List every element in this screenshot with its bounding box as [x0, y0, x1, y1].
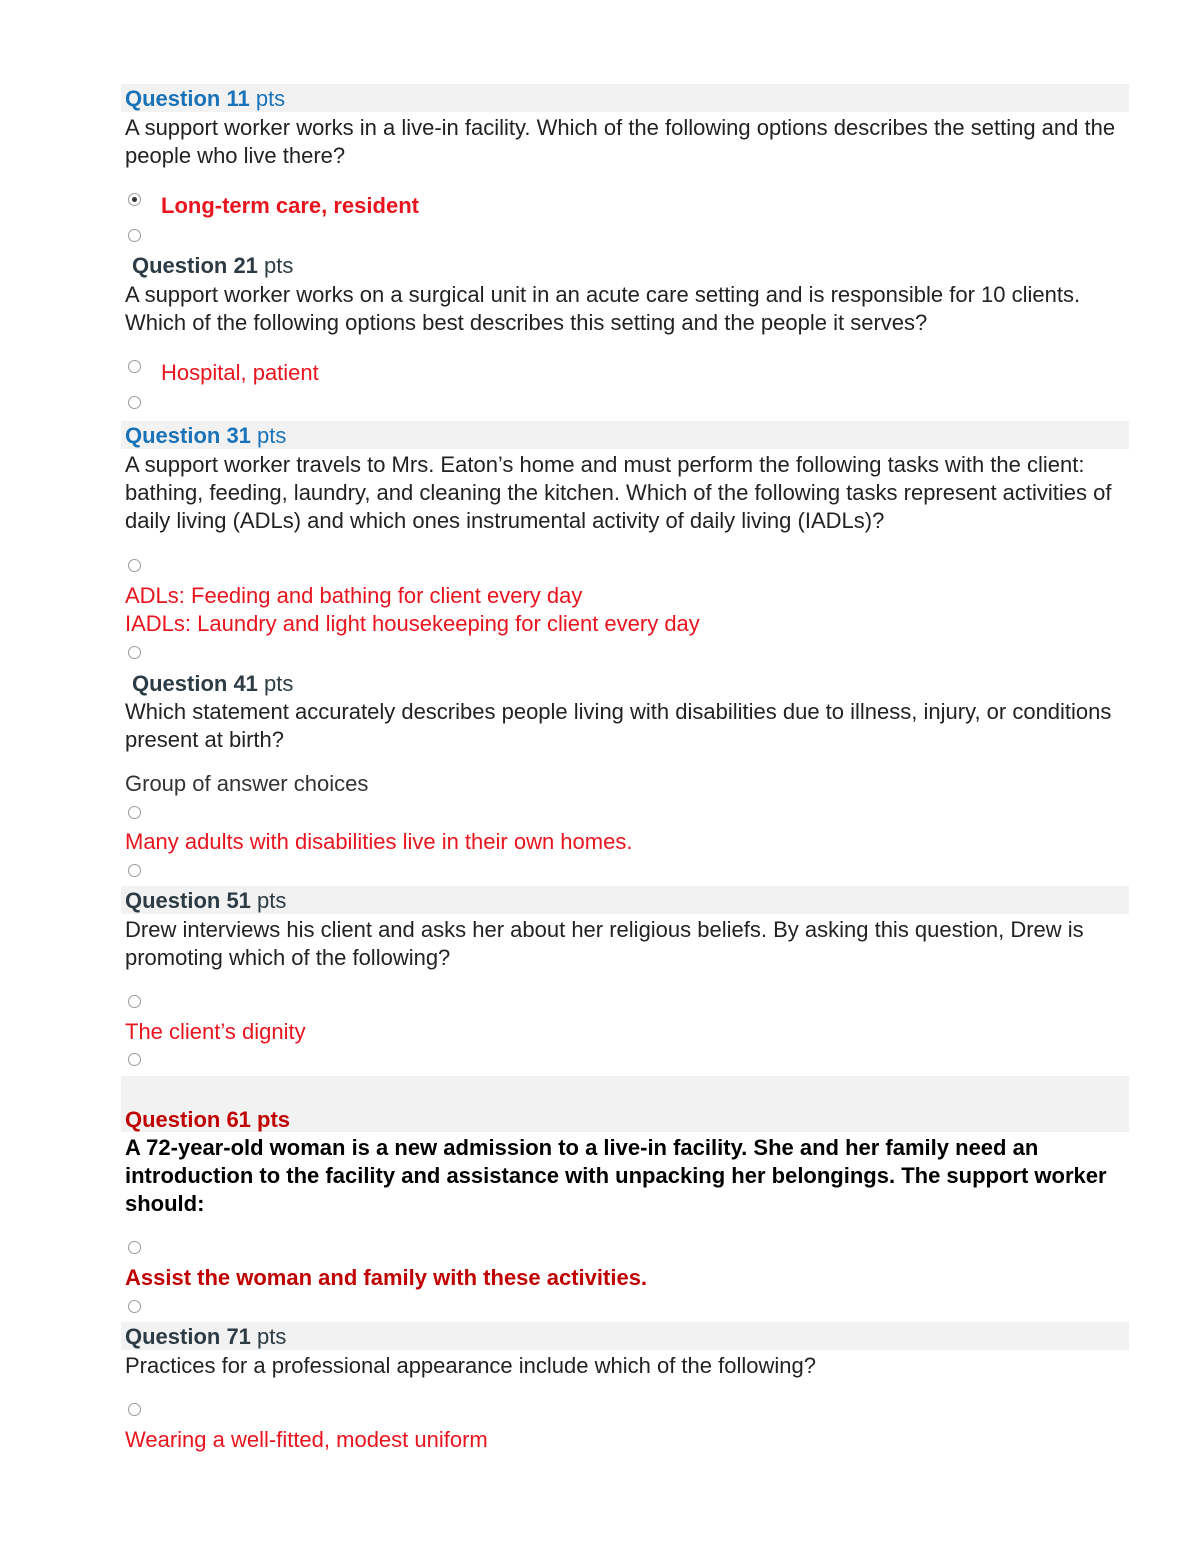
question-4-number: Question 41 — [132, 671, 258, 696]
question-6-radio-1[interactable] — [128, 1241, 141, 1254]
question-3-radio-2[interactable] — [128, 646, 141, 659]
question-4-text: Which statement accurately describes people living with disabilities due to illness, injury, or conditions present at birth? — [125, 699, 1112, 752]
question-1-number: Question 11 — [125, 86, 250, 111]
question-2-radio-1[interactable] — [128, 360, 141, 373]
question-3-answer-iadls: IADLs: Laundry and light housekeeping for client every day — [125, 611, 700, 636]
question-7-points: pts — [250, 1324, 287, 1349]
question-4-points: pts — [257, 671, 294, 696]
question-1-points: pts — [249, 86, 286, 111]
question-3-points: pts — [250, 423, 287, 448]
question-2-number: Question 21 — [132, 253, 258, 278]
question-5-heading — [125, 887, 286, 915]
question-7-answer: Wearing a well-fitted, modest uniform — [125, 1427, 488, 1452]
question-6-answer: Assist the woman and family with these activities. — [125, 1265, 648, 1290]
question-3-radio-1[interactable] — [128, 559, 141, 572]
question-6-number: Question 61 — [125, 1107, 251, 1132]
question-7-heading — [125, 1323, 286, 1351]
question-3-text: A support worker travels to Mrs. Eaton’s home and must perform the following tasks with the client: bathing, feeding, laundry, and cleaning the kitchen. Which of the following tasks represent activities of daily living (ADLs) and which ones instrumental activity of daily living (IADLs)? — [125, 452, 1112, 533]
question-3-heading — [125, 422, 286, 450]
question-2-heading — [132, 252, 293, 280]
question-3-number: Question 31 — [125, 423, 251, 448]
question-1-heading — [125, 85, 285, 113]
question-5-answer: The client’s dignity — [125, 1019, 306, 1044]
question-1-text: A support worker works in a live-in facility. Which of the following options describes the setting and the people who live there? — [125, 115, 1116, 168]
question-4-group-label: Group of answer choices — [125, 771, 369, 796]
question-5-radio-2[interactable] — [128, 1053, 141, 1066]
question-4-radio-1[interactable] — [128, 806, 141, 819]
question-7-number: Question 71 — [125, 1324, 251, 1349]
question-2-answer: Hospital, patient — [161, 360, 319, 385]
question-4-heading — [132, 670, 293, 698]
question-1-radio-selected[interactable] — [128, 193, 141, 206]
question-4-radio-2[interactable] — [128, 864, 141, 877]
question-6-points: pts — [250, 1107, 291, 1132]
question-3-answer-adls: ADLs: Feeding and bathing for client every day — [125, 583, 583, 608]
question-2-text: A support worker works on a surgical unit in an acute care setting and is responsible for 10 clients. Which of the following options best describes this setting and the people it serves? — [125, 282, 1081, 335]
question-5-radio-1[interactable] — [128, 995, 141, 1008]
question-6-radio-2[interactable] — [128, 1300, 141, 1313]
question-5-text: Drew interviews his client and asks her about her religious beliefs. By asking this question, Drew is promoting which of the following? — [125, 917, 1084, 970]
question-7-radio-1[interactable] — [128, 1403, 141, 1416]
question-2-points: pts — [257, 253, 294, 278]
question-2-radio-2[interactable] — [128, 396, 141, 409]
question-6-text: A 72-year-old woman is a new admission to a live-in facility. She and her family need an introduction to the facility and assistance with unpacking her belongings. The support worker should: — [125, 1135, 1107, 1216]
question-6-heading — [125, 1106, 290, 1134]
question-1-answer: Long-term care, resident — [161, 193, 419, 218]
question-5-points: pts — [250, 888, 287, 913]
question-7-text: Practices for a professional appearance include which of the following? — [125, 1353, 816, 1378]
question-5-number: Question 51 — [125, 888, 251, 913]
question-1-radio-2[interactable] — [128, 229, 141, 242]
question-4-answer: Many adults with disabilities live in their own homes. — [125, 829, 633, 854]
